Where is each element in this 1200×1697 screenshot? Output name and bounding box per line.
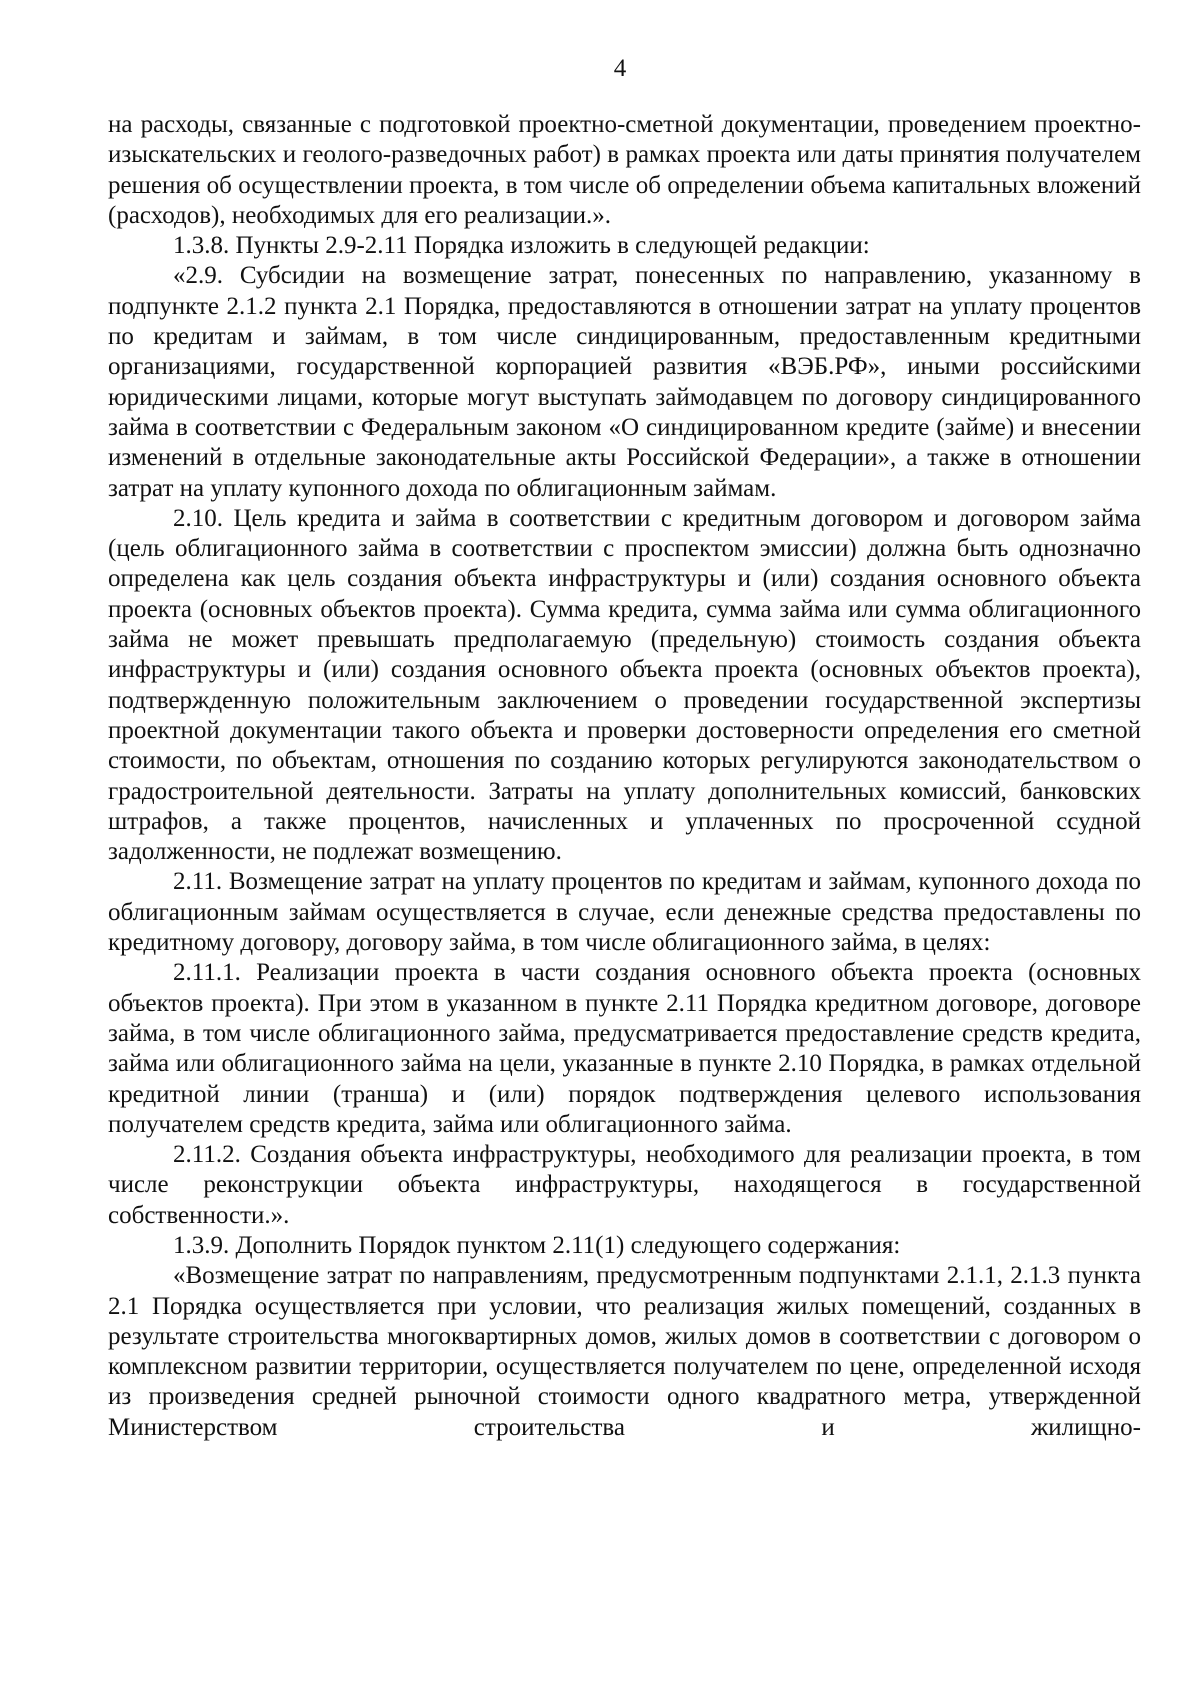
paragraph-item-2-11-1-text: «Возмещение затрат по направлениям, предусмотренным подпунктами 2.1.1, 2.1.3 пункта 2.1 Порядка осуществляется при условии, что реализация жилых помещений, созданных в результате строительства многоквартирных домов, жилых домов в соответствии с договором о комплексном развитии территории, осуществляется получателем по цене, определенной исходя из произведения средней рыночной стоимости одного квадратного метра, утвержденной Министерством строительства и жилищно- bbox=[108, 1262, 1141, 1441]
paragraph-item-2-9: «2.9. Субсидии на возмещение затрат, понесенных по направлению, указанному в подпункте 2.1.2 пункта 2.1 Порядка, предоставляются в отношении затрат на уплату процентов по кредитам и займам, в том числе синдицированным, предоставленным кредитными организациями, государственной корпорацией развития «ВЭБ.РФ», иными российскими юридическими лицами, которые могут выступать займодавцем по договору синдицированного займа в соответствии с Федеральным законом «О синдицированном кредите (займе) и внесении изменений в отдельные законодательные акты Российской Федерации», а также в отношении затрат на уплату купонного дохода по облигационным займам. bbox=[108, 262, 1141, 502]
paragraph-item-1-3-9: 1.3.9. Дополнить Порядок пунктом 2.11(1) следующего содержания: bbox=[173, 1231, 901, 1259]
paragraph-item-2-10: 2.10. Цель кредита и займа в соответствии с кредитным договором и договором займа (цель облигационного займа в соответствии с проспектом эмиссии) должна быть однозначно определена как цель создания объекта инфраструктуры и (или) создания основного объекта проекта (основных объектов проекта). Сумма кредита, сумма займа или сумма облигационного займа не может превышать предполагаемую (предельную) стоимость создания объекта инфраструктуры и (или) создания основного объекта проекта (основных объектов проекта), подтвержденную положительным заключением о проведении государственной экспертизы проектной документации такого объекта и проверки достоверности определения его сметной стоимости, по объектам, отношения по созданию которых регулируются законодательством о градостроительной деятельности. Затраты на уплату дополнительных комиссий, банковских штрафов, а также процентов, начисленных и уплаченных по просроченной ссудной задолженности, не подлежат возмещению. bbox=[108, 504, 1141, 866]
paragraph-item-2-11-1: 2.11.1. Реализации проекта в части создания основного объекта проекта (основных объектов проекта). При этом в указанном в пункте 2.11 Порядка кредитном договоре, договоре займа, в том числе облигационного займа, предусматривается предоставление средств кредита, займа или облигационного займа на цели, указанные в пункте 2.10 Порядка, в рамках отдельной кредитной линии (транша) и (или) порядок подтверждения целевого использования получателем средств кредита, займа или облигационного займа. bbox=[108, 959, 1141, 1138]
paragraph-item-2-11-2: 2.11.2. Создания объекта инфраструктуры, необходимого для реализации проекта, в том числе реконструкции объекта инфраструктуры, находящегося в государственной собственности.». bbox=[108, 1141, 1141, 1229]
paragraph-item-1-3-8: 1.3.8. Пункты 2.9-2.11 Порядка изложить в следующей редакции: bbox=[173, 232, 870, 260]
paragraph-continuation: на расходы, связанные с подготовкой проектно-сметной документации, проведением проектно-изыскательских и геолого-разведочных работ) в рамках проекта или даты принятия получателем решения об осуществлении проекта, в том числе об определении объема капитальных вложений (расходов), необходимых для его реализации.». bbox=[108, 111, 1141, 229]
document-body bbox=[108, 110, 1141, 1443]
page-number: 4 bbox=[613, 55, 627, 82]
paragraph-item-2-11: 2.11. Возмещение затрат на уплату процентов по кредитам и займам, купонного дохода по облигационным займам осуществляется в случае, если денежные средства предоставлены по кредитному договору, договору займа, в том числе облигационного займа, в целях: bbox=[108, 868, 1141, 957]
